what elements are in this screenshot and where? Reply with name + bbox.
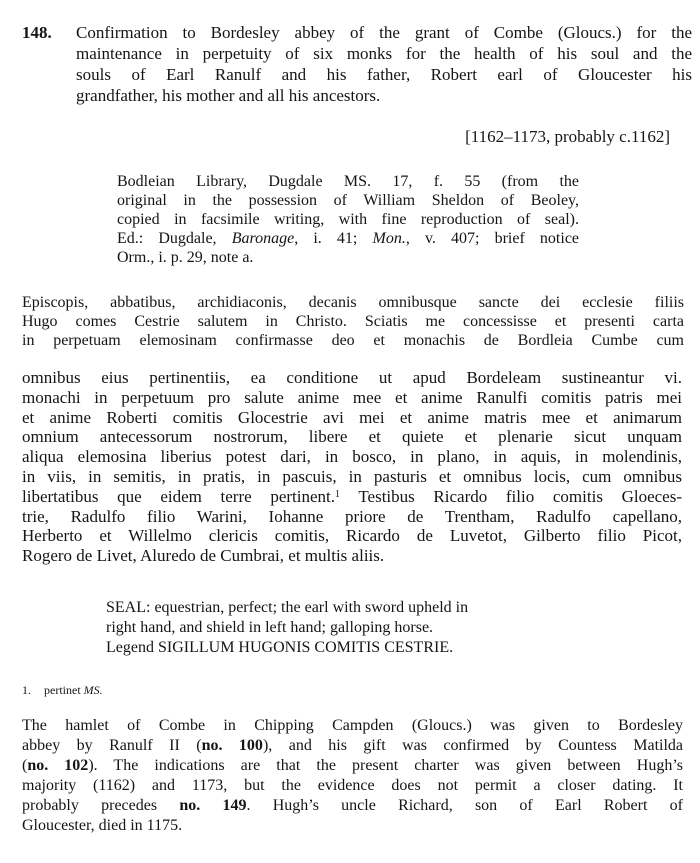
cross-reference: no. 102: [27, 757, 89, 774]
summary-line: souls of Earl Ranulf and his father, Robert earl of Gloucester his: [76, 65, 692, 84]
commentary-line: probably precedes no. 149. Hugh’s uncle Richard, son of Earl Robert of: [22, 797, 683, 814]
cross-reference: no. 100: [201, 737, 263, 754]
charter-line: omnium antecessorum nostrorum, libere et quiete et plenarie sicut unquam: [22, 427, 682, 447]
summary-line: Confirmation to Bordesley abbey of the grant of Combe (Gloucs.) for the: [76, 23, 692, 42]
footnote-number: 1.: [22, 683, 31, 697]
source-edition-line: Ed.: Dugdale, Baronage, i. 41; Mon., v. 407; brief notice: [117, 230, 580, 247]
footnote: [22, 683, 103, 698]
charter-line: in perpetuam elemosinam confirmasse deo et monachis de Bordleia Cumbe cum: [22, 332, 684, 349]
charter-line: monachi in perpetuum pro salute anime mee et anime Ranulfi comitis patris mei: [22, 387, 682, 407]
footnote-ms: MS.: [83, 683, 103, 697]
entry-number: 148.: [22, 23, 52, 42]
charter-text-part-1: [22, 293, 684, 350]
footnote-reference: 1: [335, 488, 340, 500]
source-line: copied in facsimile writing, with fine reproduction of seal).: [117, 211, 579, 228]
charter-line: Episcopis, abbatibus, archidiaconis, decanis omnibusque sancte dei ecclesie filiis: [22, 294, 684, 311]
footnote-text: pertinet: [44, 683, 81, 697]
source-line: Bodleian Library, Dugdale MS. 17, f. 55 (from the: [117, 173, 579, 190]
charter-line: Herberto et Willelmo clericis comitis, Ricardo de Luvetot, Gilberto filio Picot,: [22, 526, 682, 546]
commentary-line: majority (1162) and 1173, but the evidence does not permit a closer dating. It: [22, 777, 683, 794]
charter-line: aliqua elemosina liberius potest dari, in bosco, in plano, in aquis, in molendinis,: [22, 447, 682, 467]
seal-line: right hand, and shield in left hand; galloping horse.: [106, 619, 434, 636]
charter-text-part-2: [22, 368, 682, 566]
commentary-line: abbey by Ranulf II (no. 100), and his gift was confirmed by Countess Matilda: [22, 737, 684, 754]
source-line: original in the possession of William Sheldon of Beoley,: [117, 192, 579, 209]
commentary-line-last: Gloucester, died in 1175.: [22, 817, 183, 834]
charter-line: et anime Roberti comitis Glocestrie avi mei et anime matris mee et animarum: [22, 407, 682, 427]
charter-line-last: Rogero de Livet, Aluredo de Cumbrai, et multis aliis.: [22, 546, 385, 566]
source-note: [117, 172, 579, 267]
seal-description: [106, 598, 586, 658]
seal-line: SEAL: equestrian, perfect; the earl with sword upheld in: [106, 599, 469, 616]
commentary-line: (no. 102). The indications are that the present charter was given between Hugh’s: [22, 757, 683, 774]
source-line-last: Orm., i. p. 29, note a.: [117, 249, 254, 266]
charter-line: omnibus eius pertinentiis, ea conditione ut apud Bordeleam sustineantur vi.: [22, 368, 682, 387]
summary-line: maintenance in perpetuity of six monks for the health of his soul and the: [76, 44, 692, 63]
commentary: [22, 716, 683, 836]
seal-line: Legend SIGILLUM HUGONIS COMITIS CESTRIE.: [106, 639, 454, 656]
entry-summary: [76, 22, 692, 106]
cross-reference: no. 149: [179, 797, 247, 814]
charter-line-with-footnote: libertatibus que eidem terre pertinent.$^1$ Testibus Ricardo filio comitis Gloeces-: [22, 486, 682, 506]
charter-line: trie, Radulfo filio Warini, Iohanne priore de Trentham, Radulfo capellano,: [22, 506, 682, 526]
commentary-line: The hamlet of Combe in Chipping Campden (Gloucs.) was given to Bordesley: [22, 717, 683, 734]
entry-date: [1162–1173, probably c.1162]: [465, 127, 670, 146]
charter-line: Hugo comes Cestrie salutem in Christo. Sciatis me concessisse et presenti carta: [22, 313, 684, 330]
charter-line: in viis, in semitis, in pratis, in pascuis, in pasturis et omnibus locis, cum omnibus: [22, 466, 682, 486]
summary-line-last: grandfather, his mother and all his ancestors.: [76, 86, 381, 105]
